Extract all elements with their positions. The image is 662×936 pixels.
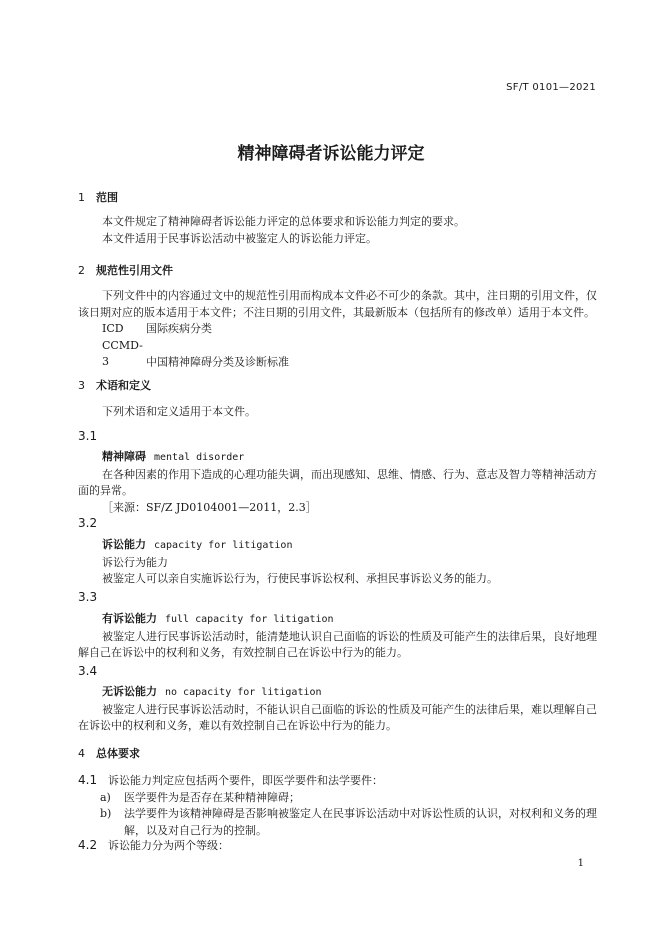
clause-text: 诉讼能力判定应包括两个要件，即医学要件和法学要件： [108,774,383,787]
term-alternative: 诉讼行为能力 [102,555,168,569]
clause-4-1 [78,772,598,839]
term-definition: 被鉴定人可以亲自实施诉讼行为，行使民事诉讼权利、承担民事诉讼义务的能力。 [102,572,498,585]
term-3-1 [78,449,598,516]
term-chinese: 诉讼能力 [102,538,146,551]
page-number: 1 [577,858,584,869]
clause-3-3-number: 3.3 [78,590,98,604]
term-chinese: 有诉讼能力 [102,612,157,625]
term-definition: 被鉴定人进行民事诉讼活动时，不能认识自己面临的诉讼的性质及可能产生的法律后果，难以理解自己在诉讼中的权利和义务，难以有效控制自己在诉讼中行为的能力。 [78,702,597,732]
section-2-heading [78,262,598,278]
term-3-4 [78,684,598,735]
section-number: 1 [78,191,85,204]
clause-number: 4.2 [78,838,98,852]
term-chinese: 精神障碍 [102,450,146,463]
term-english: mental disorder [154,452,245,463]
clause-number: 4.1 [78,773,98,787]
term-heading [78,537,598,555]
paragraph: 下列文件中的内容通过文中的规范性引用而构成本文件必不可少的条款。其中，注日期的引用文件，仅该日期对应的版本适用于本文件；不注日期的引用文件，其最新版本（包括所有的修改单）适用于本文件。 [78,289,597,319]
term-heading [78,684,598,702]
section-1-body [78,214,598,247]
term-heading [78,449,598,467]
list-item [78,790,598,807]
section-3-intro [78,404,598,421]
reference-title: 国际疾病分类 [146,322,212,335]
term-definition: 被鉴定人进行民事诉讼活动时，能清楚地认识自己面临的诉讼的性质及可能产生的法律后果，良好地理解自己在诉讼中的权利和义务，有效控制自己在诉讼中行为的能力。 [78,629,597,659]
term-3-2 [78,537,598,588]
list-item [78,806,598,839]
term-3-3 [78,611,598,662]
clause-3-1-number: 3.1 [78,429,98,443]
reference-title: 中国精神障碍分类及诊断标准 [146,355,289,368]
paragraph: 下列术语和定义适用于本文件。 [102,405,256,418]
reference-code: ICD [102,322,124,335]
clause-line [78,772,598,790]
section-2-body [78,288,598,371]
clause-4-2 [78,837,598,855]
section-title: 规范性引用文件 [96,264,173,277]
section-4-heading [78,745,598,761]
standard-code: SF/T 0101—2021 [506,82,596,93]
section-number: 2 [78,264,85,277]
normative-reference [78,321,598,338]
paragraph: 本文件规定了精神障碍者诉讼能力评定的总体要求和诉讼能力判定的要求。 [102,215,465,228]
term-english: full capacity for litigation [165,614,334,625]
section-number: 3 [78,379,85,392]
section-number: 4 [78,747,85,760]
clause-3-2-number: 3.2 [78,516,98,530]
document-title: 精神障碍者诉讼能力评定 [237,144,425,164]
term-definition: 在各种因素的作用下造成的心理功能失调，而出现感知、思维、情感、行为、意志及智力等精神活动方面的异常。 [78,467,597,497]
list-text: 医学要件为是否存在某种精神障碍； [124,790,300,804]
normative-reference [78,338,598,371]
clause-3-4-number: 3.4 [78,664,98,678]
clause-text: 诉讼能力分为两个等级： [108,839,229,852]
section-title: 术语和定义 [96,379,151,392]
term-chinese: 无诉讼能力 [102,685,157,698]
term-english: no capacity for litigation [165,687,322,698]
term-english: capacity for litigation [154,540,293,551]
term-heading [78,611,598,629]
list-label: b) [100,807,112,820]
section-1-heading [78,189,598,205]
list-text: 法学要件为该精神障碍是否影响被鉴定人在民事诉讼活动中对诉讼性质的认识，对权利和义务的理解，以及对自己行为的控制。 [124,807,597,837]
section-3-heading [78,377,598,393]
paragraph: 本文件适用于民事诉讼活动中被鉴定人的诉讼能力评定。 [102,231,377,245]
reference-code: CCMD-3 [102,338,143,368]
clause-line [78,837,598,855]
term-source: ［来源：SF/Z JD0104001—2011，2.3］ [102,500,317,514]
list-label: a) [100,790,111,804]
section-title: 范围 [96,191,118,204]
section-title: 总体要求 [96,747,140,760]
